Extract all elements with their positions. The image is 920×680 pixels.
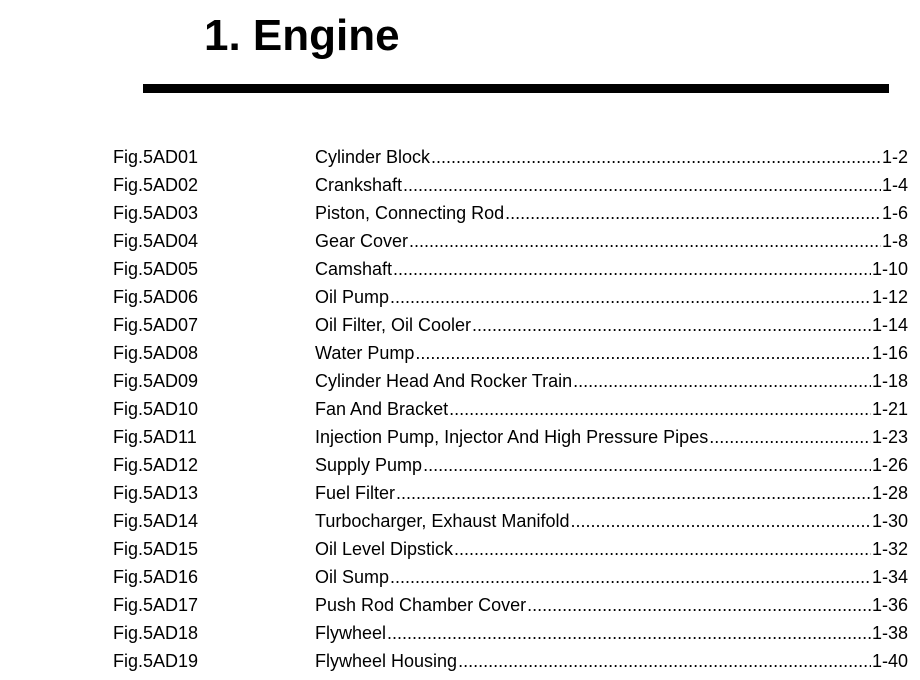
toc-row[interactable]	[113, 507, 908, 535]
toc-page-number: 1-2	[881, 147, 908, 167]
toc-dot-leader	[387, 619, 871, 647]
toc-fig-number: Fig.5AD15	[113, 539, 199, 559]
toc-dot-leader	[472, 311, 871, 339]
toc-dot-leader	[393, 255, 871, 283]
toc-page-number: 1-8	[881, 231, 908, 251]
toc-entry-title: Cylinder Block	[315, 147, 431, 167]
toc-page-number: 1-28	[871, 483, 908, 503]
toc-row[interactable]	[113, 311, 908, 339]
toc-fig-number: Fig.5AD03	[113, 203, 199, 223]
toc-dot-leader	[570, 507, 870, 535]
toc-entry-title: Crankshaft	[315, 175, 403, 195]
toc-entry-title: Supply Pump	[315, 455, 423, 475]
toc-entry-title: Water Pump	[315, 343, 415, 363]
toc-dot-leader	[454, 535, 871, 563]
toc-entry-title: Fuel Filter	[315, 483, 396, 503]
chapter-title: 1. Engine	[204, 11, 400, 60]
toc-page-number: 1-12	[871, 287, 908, 307]
toc-entry-title: Oil Sump	[315, 567, 390, 587]
toc-fig-number: Fig.5AD07	[113, 315, 199, 335]
toc-fig-number: Fig.5AD16	[113, 567, 199, 587]
toc-fig-number: Fig.5AD11	[113, 427, 197, 447]
toc-page-number: 1-16	[871, 343, 908, 363]
toc-row[interactable]	[113, 199, 908, 227]
toc-page-number: 1-18	[871, 371, 908, 391]
toc-fig-number: Fig.5AD08	[113, 343, 199, 363]
toc-entry-title: Flywheel Housing	[315, 651, 458, 671]
toc-page-number: 1-34	[871, 567, 908, 587]
toc-page-number: 1-30	[871, 511, 908, 531]
toc-fig-number: Fig.5AD13	[113, 483, 199, 503]
toc-row[interactable]	[113, 367, 908, 395]
toc-page-number: 1-32	[871, 539, 908, 559]
toc-dot-leader	[409, 227, 881, 255]
toc-row[interactable]	[113, 535, 908, 563]
toc-entry-title: Oil Filter, Oil Cooler	[315, 315, 472, 335]
toc-entry-title: Fan And Bracket	[315, 399, 449, 419]
toc-entry-title: Flywheel	[315, 623, 387, 643]
toc-dot-leader	[527, 591, 871, 619]
toc-fig-number: Fig.5AD01	[113, 147, 199, 167]
toc-fig-number: Fig.5AD10	[113, 399, 199, 419]
toc-dot-leader	[449, 395, 871, 423]
toc-dot-leader	[403, 171, 881, 199]
toc-fig-number: Fig.5AD18	[113, 623, 199, 643]
toc-dot-leader	[505, 199, 881, 227]
toc-page-number: 1-38	[871, 623, 908, 643]
title-divider	[143, 84, 889, 93]
toc-page-number: 1-23	[871, 427, 908, 447]
toc-row[interactable]	[113, 395, 908, 423]
toc-row[interactable]	[113, 451, 908, 479]
toc-fig-number: Fig.5AD14	[113, 511, 199, 531]
toc-dot-leader	[396, 479, 871, 507]
toc-page-number: 1-10	[871, 259, 908, 279]
toc-dot-leader	[415, 339, 871, 367]
toc-entry-title: Oil Pump	[315, 287, 390, 307]
toc-row[interactable]	[113, 479, 908, 507]
toc-entry-title: Cylinder Head And Rocker Train	[315, 371, 573, 391]
toc-fig-number: Fig.5AD04	[113, 231, 199, 251]
toc-page-number: 1-26	[871, 455, 908, 475]
toc-row[interactable]	[113, 339, 908, 367]
toc-row[interactable]	[113, 647, 908, 675]
toc-entry-title: Camshaft	[315, 259, 393, 279]
toc-entry-title: Turbocharger, Exhaust Manifold	[315, 511, 570, 531]
toc-dot-leader	[458, 647, 871, 675]
toc-fig-number: Fig.5AD02	[113, 175, 199, 195]
toc-row[interactable]	[113, 423, 908, 451]
toc-fig-number: Fig.5AD06	[113, 287, 199, 307]
toc-fig-number: Fig.5AD19	[113, 651, 199, 671]
toc-dot-leader	[709, 423, 871, 451]
toc-row[interactable]	[113, 255, 908, 283]
toc-row[interactable]	[113, 143, 908, 171]
toc-row[interactable]	[113, 171, 908, 199]
toc-page-number: 1-14	[871, 315, 908, 335]
toc-dot-leader	[423, 451, 871, 479]
toc-page-number: 1-36	[871, 595, 908, 615]
toc-row[interactable]	[113, 591, 908, 619]
toc-page-number: 1-6	[881, 203, 908, 223]
toc-dot-leader	[390, 283, 871, 311]
toc-fig-number: Fig.5AD17	[113, 595, 199, 615]
toc-row[interactable]	[113, 283, 908, 311]
toc-entry-title: Piston, Connecting Rod	[315, 203, 505, 223]
toc-fig-number: Fig.5AD12	[113, 455, 199, 475]
toc-dot-leader	[573, 367, 871, 395]
toc-row[interactable]	[113, 563, 908, 591]
toc-page-number: 1-21	[871, 399, 908, 419]
toc-entry-title: Gear Cover	[315, 231, 409, 251]
toc-fig-number: Fig.5AD05	[113, 259, 199, 279]
toc-row[interactable]	[113, 619, 908, 647]
toc-entry-title: Push Rod Chamber Cover	[315, 595, 527, 615]
toc-page-number: 1-40	[871, 651, 908, 671]
toc-dot-leader	[390, 563, 871, 591]
toc-dot-leader	[431, 143, 881, 171]
toc-page-number: 1-4	[881, 175, 908, 195]
toc-row[interactable]	[113, 227, 908, 255]
toc-entry-title: Injection Pump, Injector And High Pressure Pipes	[315, 427, 709, 447]
table-of-contents	[113, 143, 908, 675]
toc-entry-title: Oil Level Dipstick	[315, 539, 454, 559]
toc-fig-number: Fig.5AD09	[113, 371, 199, 391]
